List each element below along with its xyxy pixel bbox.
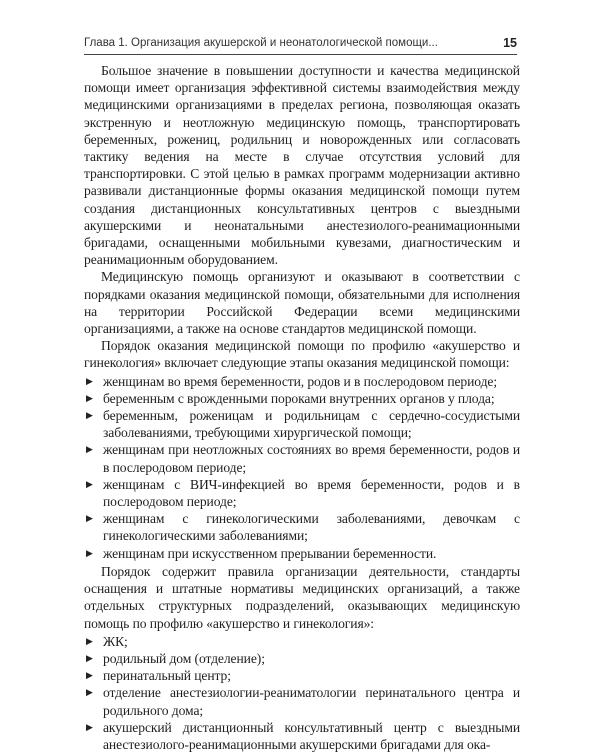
triangle-bullet-icon: ▶ [86,478,93,489]
triangle-bullet-icon: ▶ [86,444,93,455]
triangle-bullet-icon: ▶ [86,392,93,403]
list-item: ▶ женщинам при искусственном прерывании беременности. [86,545,437,561]
triangle-bullet-icon: ▶ [86,687,93,698]
triangle-bullet-icon: ▶ [86,410,93,421]
list-item: ▶ отделение анестезиологии-реаниматологии перинатального центра и родильного дома; [86,685,520,718]
list-item: ▶ беременным, роженицам и родильницам с сердечно-сосудистыми заболеваниями, требующими хирургической помощи; [86,408,520,441]
paragraph-interaction: Большое значение в повышении доступности и качества медицинской помощи имеет организация эффективной системы взаимодействия между медицинскими организациями в пределах региона, позволяющая оказать экстренную и неотложную медицинскую помощь, транспортировать беременных, рожениц, родильниц и новорожденных или согласовать тактику ведения на месте в случае отсутствия условий для транспортировки. С этой целью в рамках программ модернизации активно развивали дистанционные формы оказания медицинской помощи путем создания дистанционных консультативных центров с выездными акушерскими и неонатальными анестезиолого-реанимационными бригадами, оснащенными мобильными кувезами, диагностическим и реанимационным оборудованием. [84,63,520,268]
list-item: ▶ ЖК; [86,633,128,649]
care-stages-list [84,373,520,562]
list-item: ▶ акушерский дистанционный консультативный центр с выездными анестезиолого-реанимационными акушерскими бригадами для ока- [86,719,520,752]
list-item: ▶ беременным с врожденными пороками внутренних органов у плода; [86,390,495,406]
paragraph-care-stages-intro: Порядок оказания медицинской помощи по профилю «акушерство и гинекология» включает следующие этапы оказания медицинской помощи: [84,338,520,371]
triangle-bullet-icon: ▶ [86,547,93,558]
triangle-bullet-icon: ▶ [86,721,93,732]
paragraph-procedures: Медицинскую помощь организуют и оказывают в соответствии с порядками оказания медицинской помощи, обязательными для исполнения на территории Российской Федерации всеми медицинскими организациями, а также на основе стандартов медицинской помощи. [84,269,520,337]
list-item: ▶ женщинам с ВИЧ-инфекцией во время беременности, родов и в послеродовом периоде; [86,476,520,510]
list-item: ▶ женщинам во время беременности, родов и в послеродовом периоде; [86,373,498,389]
triangle-bullet-icon: ▶ [86,375,93,386]
triangle-bullet-icon: ▶ [86,652,93,663]
triangle-bullet-icon: ▶ [86,635,93,646]
triangle-bullet-icon: ▶ [86,513,93,524]
list-item: ▶ женщинам при неотложных состояниях во время беременности, родов и в послеродовом периоде; [86,442,520,475]
list-item: ▶ родильный дом (отделение); [86,650,265,666]
paragraph-regulations: Порядок содержит правила организации деятельности, стандарты оснащения и штатные нормативы медицинских организаций, а также отдельных структурных подразделений, оказывающих медицинскую помощь по профилю «акушерство и гинекология»: [84,563,520,631]
page-body [84,62,520,754]
list-item: ▶ перинатальный центр; [86,668,231,684]
structural-units-list [84,633,520,753]
triangle-bullet-icon: ▶ [86,670,93,681]
list-item: ▶ женщинам с гинекологическими заболеваниями, девочкам с гинекологическими заболеваниями; [86,511,520,544]
page-number: 15 [503,36,517,50]
chapter-title: Глава 1. Организация акушерской и неонатологической помощи... [84,37,438,49]
running-header [84,36,517,55]
